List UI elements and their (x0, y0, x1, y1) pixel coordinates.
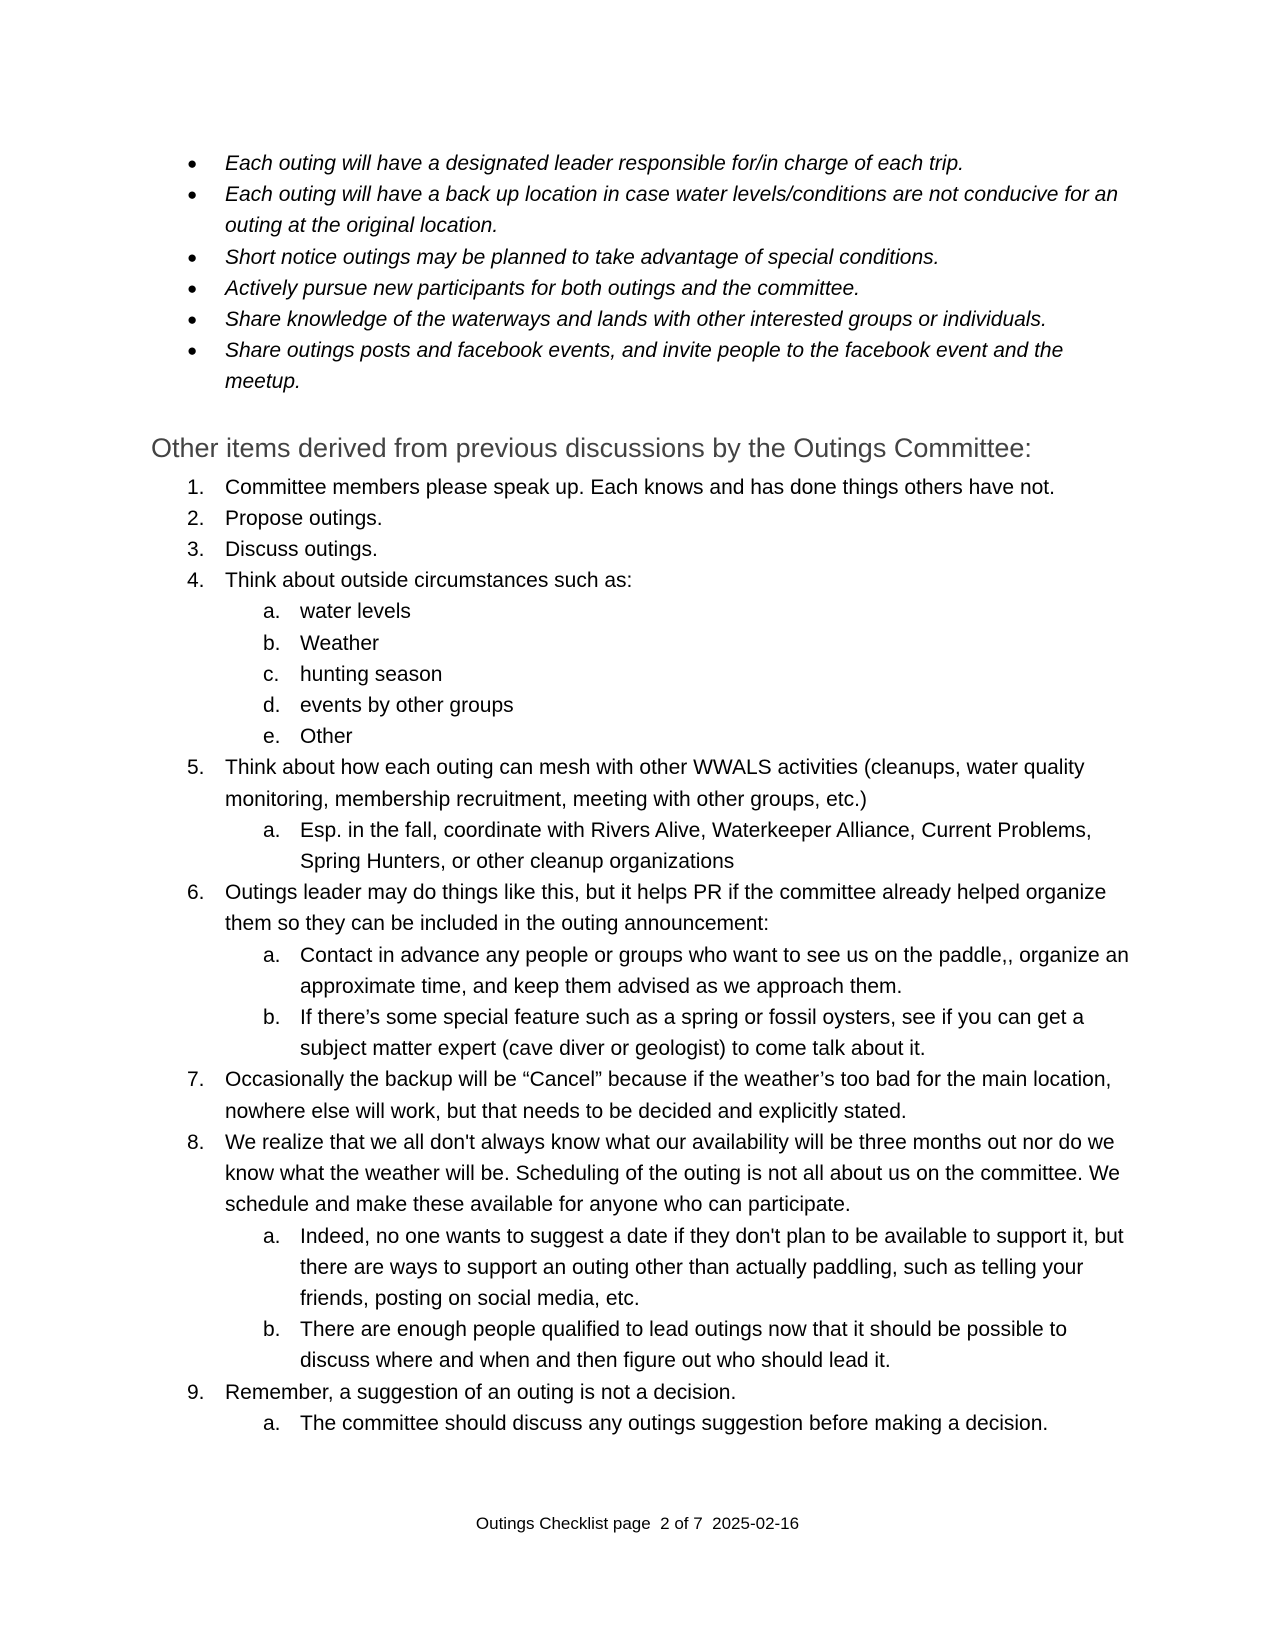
item-number: 7. (187, 1068, 205, 1092)
list-item-2 (151, 503, 1131, 534)
sub-item (225, 721, 1131, 752)
sub-item-letter: a. (263, 818, 281, 842)
page-footer: Outings Checklist page 2 of 7 2025-02-16 (475, 1514, 800, 1533)
item-number: 8. (187, 1130, 205, 1154)
list-item-4 (151, 565, 1131, 752)
list-item-9 (151, 1377, 1131, 1439)
list-item-8 (151, 1127, 1131, 1377)
bullet-item (151, 242, 1131, 273)
sub-item-text: If there’s some special feature such as a spring or fossil oysters, see if you can get a subject matter expert (cave diver or geologist) to come talk about it. (300, 1006, 1085, 1061)
sub-item-text: Indeed, no one wants to suggest a date if they don't plan to be available to support it, but there are ways to support an outing other than actually paddling, such as telling your friends, posting on social media, etc. (300, 1224, 1124, 1310)
sub-item-letter: c. (263, 662, 280, 686)
sub-item (225, 628, 1131, 659)
sub-item-text: Contact in advance any people or groups who want to see us on the paddle,, organize an approximate time, and keep them advised as we approach them. (300, 943, 1129, 998)
sub-item (225, 1408, 1131, 1439)
sub-list (225, 1221, 1131, 1377)
sub-item-text: water levels (300, 600, 411, 624)
sub-item-text: events by other groups (300, 694, 514, 718)
goals-bullet-list (151, 148, 1131, 398)
sub-list (225, 1408, 1131, 1439)
bullet-text: Share outings posts and facebook events, and invite people to the facebook event and the meetup. (225, 339, 1064, 394)
sub-item (225, 690, 1131, 721)
item-text: Think about outside circumstances such as: (225, 569, 633, 593)
item-text: Outings leader may do things like this, but it helps PR if the committee already helped organize them so they can be included in the outing announcement: (225, 881, 1107, 936)
item-number: 5. (187, 756, 205, 780)
sub-item-letter: a. (263, 600, 281, 624)
sub-item-letter: a. (263, 1224, 281, 1248)
bullet-item (151, 179, 1131, 241)
bullet-item (151, 335, 1131, 397)
sub-item (225, 1002, 1131, 1064)
sub-item-letter: a. (263, 943, 281, 967)
bullet-item (151, 304, 1131, 335)
sub-item-text: Esp. in the fall, coordinate with Rivers Alive, Waterkeeper Alliance, Current Problems, Spring Hunters, or other cleanup organizations (300, 818, 1092, 874)
item-text: Occasionally the backup will be “Cancel” because if the weather’s too bad for the main location, nowhere else will work, but that needs to be decided and explicitly stated. (225, 1068, 1112, 1123)
bullet-item (151, 148, 1131, 179)
sub-list (225, 940, 1131, 1065)
item-number: 6. (187, 881, 205, 905)
item-number: 1. (187, 475, 205, 499)
item-text: Think about how each outing can mesh with other WWALS activities (cleanups, water quality monitoring, membership recruitment, meeting with other groups, etc.) (225, 756, 1085, 811)
sub-item-letter: e. (263, 725, 281, 749)
sub-item (225, 815, 1131, 877)
item-text: Discuss outings. (225, 538, 378, 562)
item-number: 2. (187, 506, 205, 530)
item-text: We realize that we all don't always know what our availability will be three months out nor do we know what the weather will be. Scheduling of the outing is not all about us on the committee. We schedule and make these available for anyone who can participate. (225, 1130, 1120, 1217)
numbered-list (151, 472, 1131, 1439)
item-number: 4. (187, 569, 205, 593)
item-text: Committee members please speak up. Each knows and has done things others have not. (225, 475, 1055, 499)
section-heading: Other items derived from previous discussions by the Outings Committee: (151, 432, 1032, 463)
bullet-text: Each outing will have a designated leader responsible for/in charge of each trip. (225, 152, 964, 175)
sub-item (225, 596, 1131, 627)
bullet-marker: ● (187, 247, 198, 267)
bullet-marker: ● (187, 341, 198, 361)
page-content (151, 148, 1131, 1439)
bullet-marker: ● (187, 185, 198, 205)
bullet-text: Short notice outings may be planned to take advantage of special conditions. (225, 245, 940, 269)
bullet-item (151, 273, 1131, 304)
sub-list (225, 815, 1131, 877)
list-item-6 (151, 877, 1131, 1064)
item-text: Remember, a suggestion of an outing is not a decision. (225, 1380, 737, 1404)
sub-item-letter: d. (263, 694, 281, 718)
list-item-1 (151, 472, 1131, 503)
bullet-text: Actively pursue new participants for both outings and the committee. (225, 276, 861, 300)
list-item-3 (151, 534, 1131, 565)
sub-item (225, 659, 1131, 690)
sub-item-text: There are enough people qualified to lead outings now that it should be possible to discuss where and when and then figure out who should lead it. (300, 1318, 1068, 1373)
list-item-5 (151, 752, 1131, 877)
sub-item-text: hunting season (300, 662, 443, 686)
sub-item-letter: a. (263, 1411, 281, 1435)
bullet-marker: ● (187, 278, 198, 298)
bullet-text: Each outing will have a back up location in case water levels/conditions are not conducive for an outing at the original location. (225, 183, 1119, 238)
bullet-marker: ● (187, 154, 198, 173)
list-item-7 (151, 1064, 1131, 1126)
sub-item (225, 1221, 1131, 1315)
sub-list (225, 596, 1131, 752)
sub-item (225, 1314, 1131, 1376)
sub-item (225, 940, 1131, 1002)
sub-item-letter: b. (263, 631, 281, 655)
sub-item-text: The committee should discuss any outings suggestion before making a decision. (300, 1411, 1049, 1435)
item-text: Propose outings. (225, 506, 383, 530)
sub-item-text: Other (300, 725, 353, 749)
bullet-text: Share knowledge of the waterways and lands with other interested groups or individuals. (225, 308, 1047, 332)
sub-item-letter: b. (263, 1318, 281, 1342)
sub-item-text: Weather (300, 631, 379, 655)
sub-item-letter: b. (263, 1006, 281, 1030)
item-number: 9. (187, 1380, 205, 1404)
item-number: 3. (187, 538, 205, 562)
bullet-marker: ● (187, 310, 198, 330)
